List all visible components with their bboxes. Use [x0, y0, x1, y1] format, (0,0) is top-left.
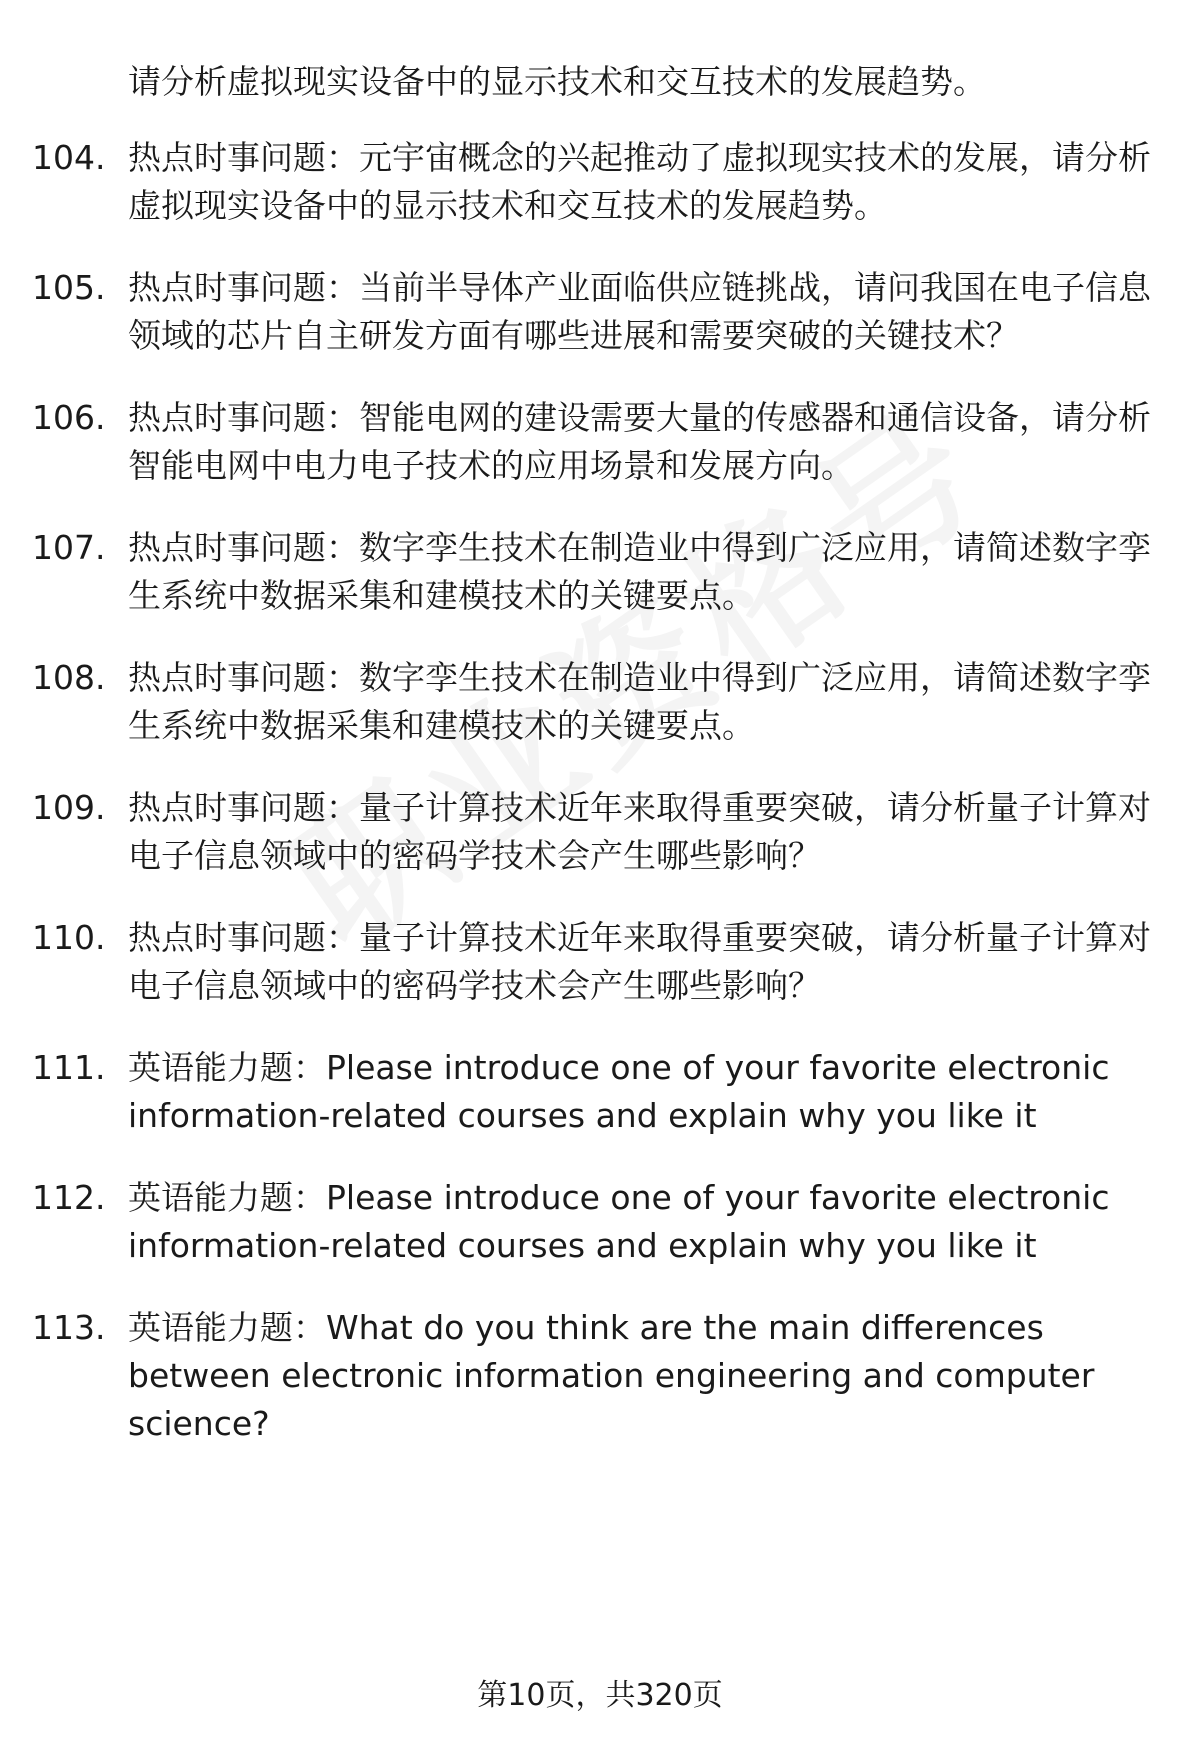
question-item — [32, 264, 1162, 360]
question-item — [32, 1044, 1162, 1140]
question-text: 热点时事问题：数字孪生技术在制造业中得到广泛应用，请简述数字孪生系统中数据采集和建模技术的关键要点。 — [128, 528, 1151, 615]
question-number: 105. — [32, 268, 106, 307]
question-number: 109. — [32, 788, 106, 827]
question-text: 英语能力题：What do you think are the main differences between electronic information engineering and computer science? — [128, 1308, 1095, 1443]
question-text: 热点时事问题：元宇宙概念的兴起推动了虚拟现实技术的发展，请分析虚拟现实设备中的显示技术和交互技术的发展趋势。 — [128, 138, 1151, 225]
continuation-text: 请分析虚拟现实设备中的显示技术和交互技术的发展趋势。 — [128, 62, 986, 101]
question-text: 热点时事问题：当前半导体产业面临供应链挑战，请问我国在电子信息领域的芯片自主研发方面有哪些进展和需要突破的关键技术？ — [128, 268, 1151, 355]
question-text: 热点时事问题：量子计算技术近年来取得重要突破，请分析量子计算对电子信息领域中的密码学技术会产生哪些影响？ — [128, 918, 1151, 1005]
question-list — [32, 134, 1162, 1482]
question-text: 热点时事问题：量子计算技术近年来取得重要突破，请分析量子计算对电子信息领域中的密码学技术会产生哪些影响？ — [128, 788, 1151, 875]
question-item — [32, 1304, 1162, 1448]
question-item — [32, 654, 1162, 750]
question-number: 112. — [32, 1178, 106, 1217]
question-text: 英语能力题：Please introduce one of your favorite electronic information-related courses and explain why you like it — [128, 1178, 1110, 1265]
question-item — [32, 524, 1162, 620]
question-number: 106. — [32, 398, 106, 437]
question-item — [32, 134, 1162, 230]
question-text: 热点时事问题：智能电网的建设需要大量的传感器和通信设备，请分析智能电网中电力电子技术的应用场景和发展方向。 — [128, 398, 1151, 485]
question-text: 英语能力题：Please introduce one of your favorite electronic information-related courses and explain why you like it — [128, 1048, 1110, 1135]
question-number: 108. — [32, 658, 106, 697]
question-item — [32, 394, 1162, 490]
question-item — [32, 1174, 1162, 1270]
question-number: 111. — [32, 1048, 106, 1087]
page-footer: 第10页，共320页 — [477, 1678, 723, 1713]
question-item — [32, 784, 1162, 880]
question-number: 104. — [32, 138, 106, 177]
question-number: 110. — [32, 918, 106, 957]
question-item — [32, 914, 1162, 1010]
question-number: 107. — [32, 528, 106, 567]
question-number: 113. — [32, 1308, 106, 1347]
question-text: 热点时事问题：数字孪生技术在制造业中得到广泛应用，请简述数字孪生系统中数据采集和建模技术的关键要点。 — [128, 658, 1151, 745]
